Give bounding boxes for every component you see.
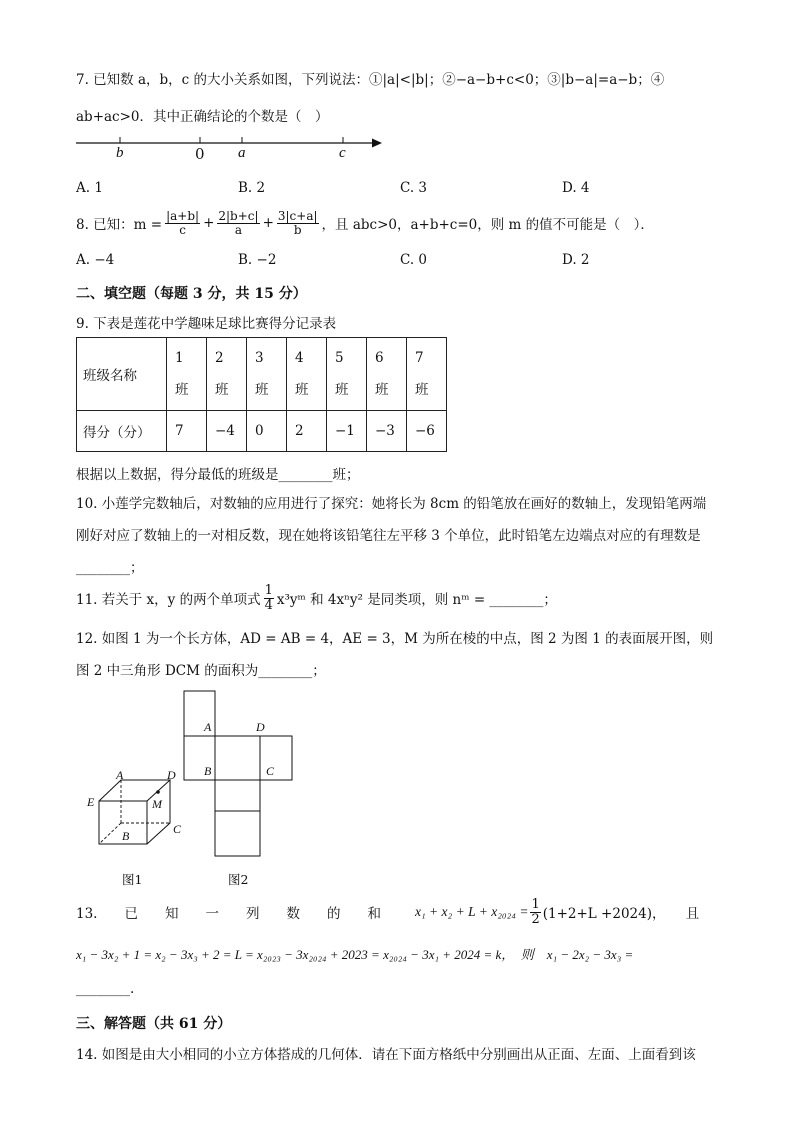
q8-frac1 <box>165 210 200 236</box>
q8-option-d[interactable]: D. 2 <box>562 252 590 268</box>
fig2-label-d: D <box>256 720 265 734</box>
fig1-label-d: D <box>167 768 176 782</box>
number-line-arrow-icon <box>372 139 382 148</box>
q8-frac2-den: a <box>234 222 243 237</box>
class-5-cell: 5 班 <box>327 338 367 411</box>
q8-frac1-num: |a+b| <box>166 208 200 223</box>
fig2-net <box>180 690 300 862</box>
fig2-label-a: A <box>204 720 212 734</box>
q13-line3: ________. <box>76 981 135 997</box>
q13-frac <box>530 898 540 926</box>
table-row <box>77 411 447 452</box>
q9-text: 9. 下表是莲花中学趣味足球比赛得分记录表 <box>76 316 337 332</box>
fig1-label-e: E <box>87 795 95 809</box>
fig2-label-c: C <box>266 764 275 778</box>
q9-score-table <box>76 337 447 452</box>
class-2-cell: 2 班 <box>207 338 247 411</box>
fig2-label-b: B <box>204 764 212 778</box>
score-cell: 2 <box>287 411 327 452</box>
score-cell: −1 <box>327 411 367 452</box>
q10-line3: ________； <box>76 560 144 576</box>
q8-option-c[interactable]: C. 0 <box>400 252 428 268</box>
q8-prefix: 8. 已知：m = <box>76 217 163 233</box>
fig1-label-b: B <box>122 829 130 843</box>
score-cell: −3 <box>367 411 407 452</box>
class-4-cell: 4 班 <box>287 338 327 411</box>
q7-option-a[interactable]: A. 1 <box>76 180 103 196</box>
q11-mid: x³yᵐ 和 4xⁿy² 是同类项，则 nᵐ = ________； <box>276 592 557 608</box>
nl-label-b: b <box>116 145 124 161</box>
fig1-label-a: A <box>116 768 124 782</box>
class-6-cell: 6 班 <box>367 338 407 411</box>
class-7-cell: 7 班 <box>407 338 447 411</box>
section3-title: 三、解答题（共 61 分） <box>76 1016 232 1032</box>
q11-frac-num: 1 <box>264 582 273 598</box>
q8-frac2-num: 2|b+c| <box>218 208 259 223</box>
q11-frac <box>264 584 274 612</box>
fig1-label-c: C <box>173 822 182 836</box>
q8-frac3-num: 3|c+a| <box>277 208 318 223</box>
score-cell: 7 <box>167 411 207 452</box>
fig2-caption: 图2 <box>228 872 249 887</box>
q13-line1-tail: (1+2+L +2024)， 且 <box>542 906 700 922</box>
q8-frac1-den: c <box>179 222 186 237</box>
q11-frac-den: 4 <box>264 597 273 613</box>
fig1-caption: 图1 <box>122 872 143 887</box>
q7-option-c[interactable]: C. 3 <box>400 180 428 196</box>
table-header-label: 班级名称 <box>77 338 167 411</box>
q12-line1: 12. 如图 1 为一个长方体，AD = AB = 4，AE = 3，M 为所在棱的中点，图 2 为图 1 的表面展开图，则 <box>76 631 714 647</box>
nl-label-a: a <box>238 145 246 161</box>
q13-frac-num: 1 <box>531 896 540 912</box>
class-3-cell: 3 班 <box>247 338 287 411</box>
q7-line1: 7. 已知数 a，b，c 的大小关系如图，下列说法：①|a|<|b|；②−a−b+c<0；③|b−a|=a−b；④ <box>76 72 665 88</box>
q13-line1-formula: x₁ + x₂ + L + x₂₀₂₄ = <box>414 904 529 919</box>
q8-frac2 <box>217 210 259 236</box>
q10-line1: 10. 小莲学完数轴后，对数轴的应用进行了探究：她将长为 8cm 的铅笔放在画好的数轴上，发现铅笔两端 <box>76 496 707 512</box>
q8-suffix: ，且 abc>0，a+b+c=0，则 m 的值不可能是（ ）． <box>321 217 654 233</box>
point-m <box>156 790 160 794</box>
q7-line2: ab+ac>0．其中正确结论的个数是（ ） <box>76 109 329 125</box>
q14-text: 14. 如图是由大小相同的小立方体搭成的几何体．请在下面方格纸中分别画出从正面、左面、上面看到该 <box>76 1047 696 1063</box>
nl-label-c: c <box>339 145 346 161</box>
q8-option-b[interactable]: B. −2 <box>238 252 277 268</box>
q8-line: 8. 已知：m = $\frac{|a+b|}{c}$ + $\frac{2|b+c|}{a}$ + $\frac{3|c+a|}{b}$ ，且 abc>0，a+b+c=0，则 m 的值不可能是（ ）． <box>76 208 654 237</box>
q13-frac-den: 2 <box>531 911 540 927</box>
score-cell: −6 <box>407 411 447 452</box>
q10-line2: 刚好对应了数轴上的一对相反数，现在她将该铅笔往左平移 3 个单位，此时铅笔左边端点对应的有理数是 <box>76 528 701 544</box>
q13-line2: x₁ − 3x₂ + 1 = x₂ − 3x₃ + 2 = L = x₂₀₂₃ − 3x₂₀₂₄ + 2023 = x₂₀₂₄ − 3x₁ + 2024 = k， 则 x₁ − 2x₂ − 3x₃ = <box>76 947 634 962</box>
table-row <box>77 338 447 411</box>
table-row-label: 得分（分） <box>77 411 167 452</box>
q13-line1-prefix: 13. 已 知 一 列 数 的 和 <box>76 906 381 922</box>
q13-line1 <box>76 893 699 931</box>
score-cell: 0 <box>247 411 287 452</box>
nl-label-0: 0 <box>195 145 205 163</box>
q8-frac3-den: b <box>293 222 302 237</box>
q8-frac3 <box>277 210 319 236</box>
q12-line2: 图 2 中三角形 DCM 的面积为________； <box>76 663 326 679</box>
q11-line <box>76 578 557 618</box>
q11-prefix: 11. 若关于 x，y 的两个单项式 <box>76 592 261 608</box>
q7-option-d[interactable]: D. 4 <box>562 180 590 196</box>
q8-option-a[interactable]: A. −4 <box>76 252 115 268</box>
score-cell: −4 <box>207 411 247 452</box>
q9-after: 根据以上数据，得分最低的班级是________班； <box>76 467 360 483</box>
section2-title: 二、填空题（每题 3 分，共 15 分） <box>76 286 307 302</box>
fig1-label-m: M <box>152 797 162 811</box>
q7-option-b[interactable]: B. 2 <box>238 180 266 196</box>
class-1-cell: 1 班 <box>167 338 207 411</box>
